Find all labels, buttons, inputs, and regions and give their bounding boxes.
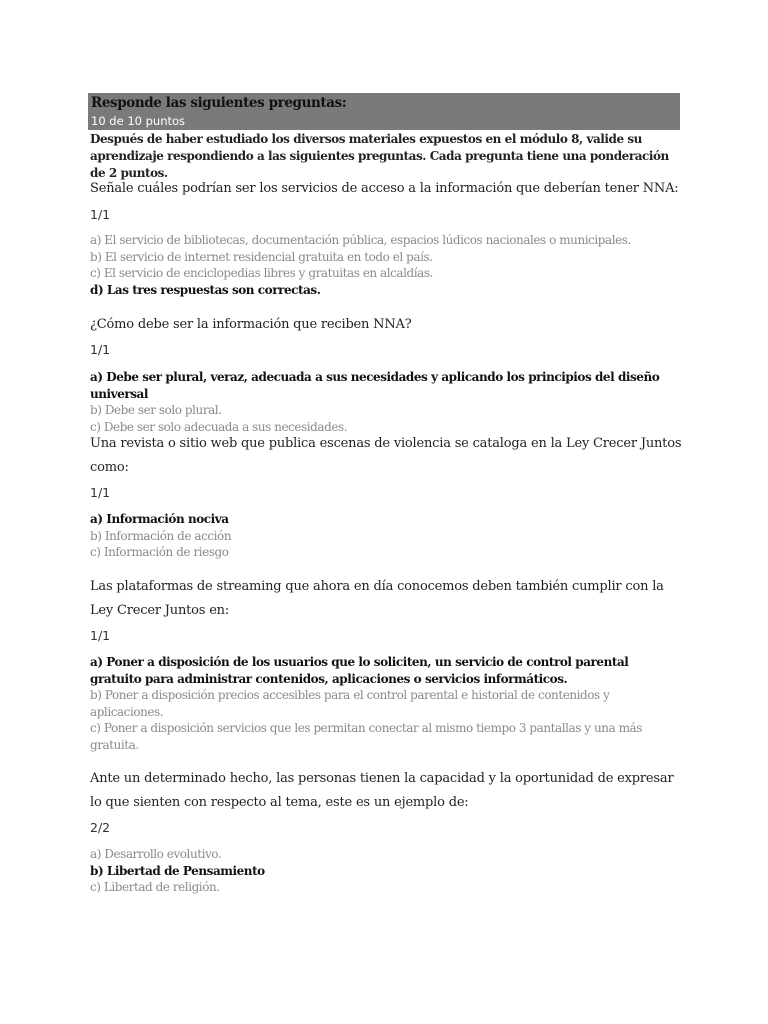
section-title: Responde las siguientes preguntas:: [91, 95, 347, 111]
total-score: 10 de 10 puntos: [91, 114, 186, 128]
section-header: [88, 93, 680, 130]
question-1-text: Señale cuáles podrían ser los servicios de acceso a la información que deberían tener NNA:: [90, 181, 679, 196]
question-4-text: Las plataformas de streaming que ahora en día conocemos deben también cumplir con la Ley Crecer Juntos en:: [90, 579, 664, 618]
question-1-options: [90, 232, 682, 298]
question-5-option-c: c) Libertad de religión.: [90, 880, 220, 894]
question-3-options: [90, 511, 682, 561]
question-3-score: 1/1: [90, 485, 111, 500]
question-4-score: 1/1: [90, 628, 111, 643]
question-2-options: [90, 369, 682, 435]
question-3-text: Una revista o sitio web que publica escenas de violencia se cataloga en la Ley Crecer Juntos como:: [90, 436, 682, 475]
question-5-option-a: a) Desarrollo evolutivo.: [90, 847, 222, 861]
question-1-option-c: c) El servicio de enciclopedias libres y gratuitas en alcaldías.: [90, 266, 433, 280]
question-2-option-b: b) Debe ser solo plural.: [90, 403, 222, 417]
question-4-option-c: c) Poner a disposición servicios que les permitan conectar al mismo tiempo 3 pantallas y una más gratuita.: [90, 721, 642, 752]
question-4-option-b: b) Poner a disposición precios accesibles para el control parental e historial de contenidos y aplicaciones.: [90, 688, 610, 719]
question-1-option-b: b) El servicio de internet residencial gratuita en todo el país.: [90, 249, 433, 264]
question-2-option-c: c) Debe ser solo adecuada a sus necesidades.: [90, 419, 348, 434]
question-2-option-a: a) Debe ser plural, veraz, adecuada a sus necesidades y aplicando los principios del diseño universal: [90, 370, 660, 401]
question-1-option-a: a) El servicio de bibliotecas, documentación pública, espacios lúdicos nacionales o municipales.: [90, 233, 631, 247]
question-4-options: [90, 654, 682, 753]
question-5-score: 2/2: [90, 820, 111, 835]
question-5-options: [90, 846, 682, 896]
question-5-text: Ante un determinado hecho, las personas tienen la capacidad y la oportunidad de expresar lo que sienten con respecto al tema, este es un ejemplo de:: [90, 771, 674, 810]
question-4-option-a: a) Poner a disposición de los usuarios que lo soliciten, un servicio de control parental gratuito para administrar contenidos, aplicaciones o servicios informáticos.: [90, 655, 629, 686]
question-5-option-b: b) Libertad de Pensamiento: [90, 863, 265, 878]
question-2-score: 1/1: [90, 342, 111, 357]
question-2-text: ¿Cómo debe ser la información que reciben NNA?: [90, 317, 412, 332]
question-3-option-c: c) Información de riesgo: [90, 545, 229, 559]
question-3-option-b: b) Información de acción: [90, 528, 232, 543]
question-1-score: 1/1: [90, 207, 111, 222]
instructions-text: Después de haber estudiado los diversos materiales expuestos en el módulo 8, valide su aprendizaje respondiendo a las siguientes preguntas. Cada pregunta tiene una ponderación de 2 puntos.: [90, 132, 669, 180]
question-1-option-d: d) Las tres respuestas son correctas.: [90, 282, 321, 297]
question-3-option-a: a) Información nociva: [90, 512, 229, 526]
